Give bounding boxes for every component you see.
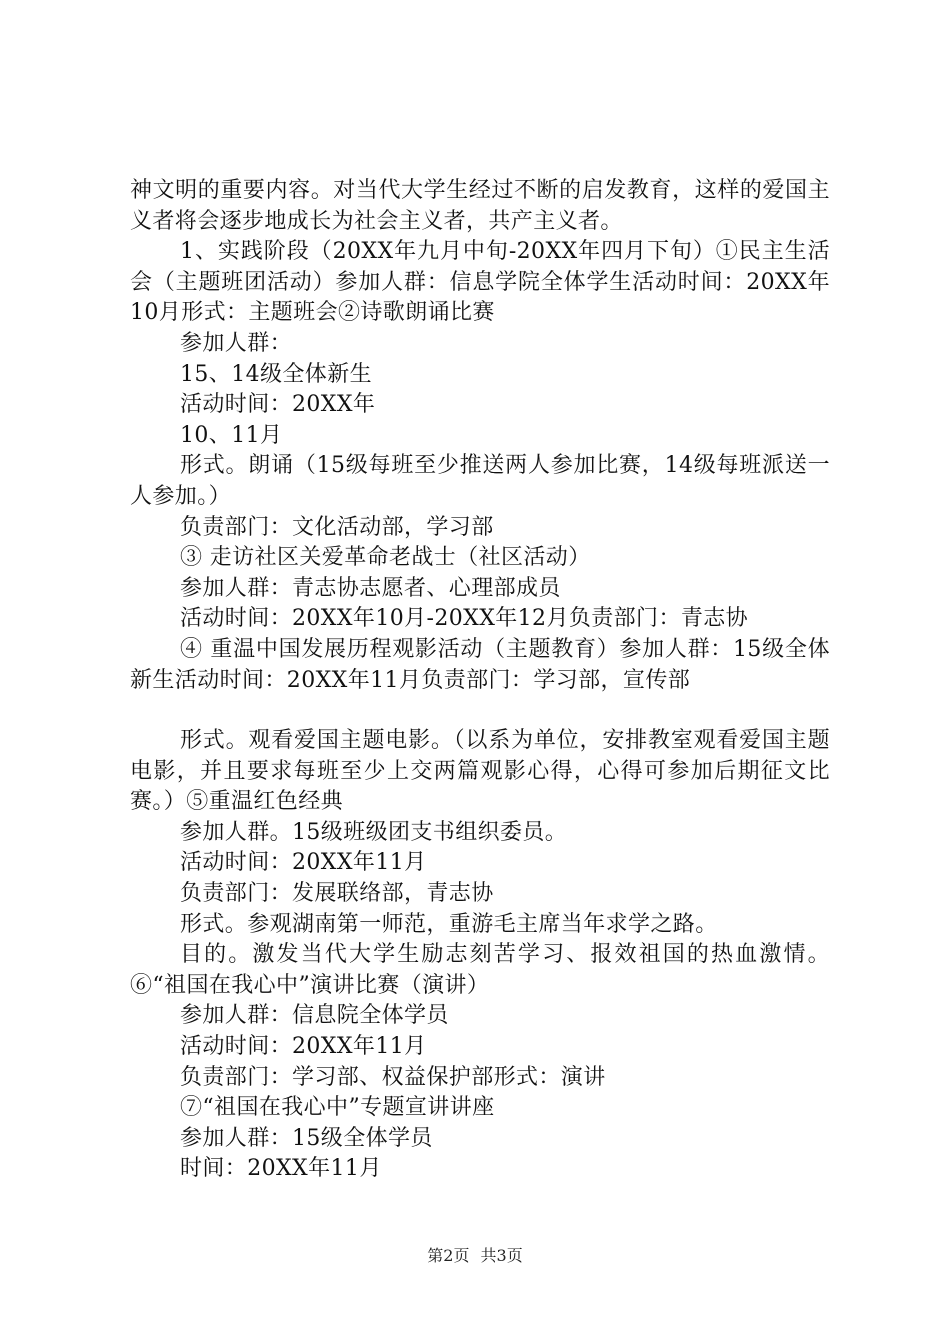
document-body (130, 176, 830, 1185)
paragraph: 负责部门：文化活动部，学习部 (180, 514, 494, 540)
paragraph: 形式。参观湖南第一师范，重游毛主席当年求学之路。 (180, 911, 718, 937)
paragraph: 10、11月 (180, 422, 283, 448)
paragraph: ③ 走访社区关爱革命老战士（社区活动） (180, 545, 591, 571)
paragraph: 负责部门：发展联络部，青志协 (180, 881, 494, 907)
paragraph: 参加人群：青志协志愿者、心理部成员 (180, 575, 561, 601)
paragraph: 1、实践阶段（20XX年九月中旬-20XX年四月下旬）①民主生活会（主题班团活动）参加人群：信息学院全体学生活动时间：20XX年10月形式：主题班会②诗歌朗诵比赛 (130, 239, 830, 326)
paragraph: 目的。激发当代大学生励志刻苦学习、报效祖国的热血激情。⑥“祖国在我心中”演讲比赛（演讲） (130, 942, 830, 998)
paragraph: 15、14级全体新生 (180, 361, 372, 387)
paragraph: 形式。观看爱国主题电影。（以系为单位，安排教室观看爱国主题电影，并且要求每班至少上交两篇观影心得，心得可参加后期征文比赛。）⑤重温红色经典 (130, 728, 830, 815)
paragraph: 活动时间：20XX年10月-20XX年12月负责部门：青志协 (180, 606, 749, 632)
paragraph: 活动时间：20XX年11月 (180, 850, 427, 876)
paragraph: 形式。朗诵（15级每班至少推送两人参加比赛，14级每班派送一人参加。） (130, 453, 830, 509)
page-number: 第2页 (427, 1246, 470, 1265)
paragraph: ④ 重温中国发展历程观影活动（主题教育）参加人群：15级全体新生活动时间：20XX年11月负责部门：学习部，宣传部 (130, 636, 830, 693)
paragraph: 参加人群：信息院全体学员 (180, 1003, 449, 1029)
paragraph-gap (130, 696, 830, 726)
paragraph: 参加人群：15级全体学员 (180, 1125, 433, 1151)
paragraph: 参加人群： (180, 330, 293, 356)
paragraph: 活动时间：20XX年11月 (180, 1034, 427, 1060)
paragraph: ⑦“祖国在我心中”专题宣讲讲座 (180, 1095, 495, 1121)
paragraph: 神文明的重要内容。对当代大学生经过不断的启发教育，这样的爱国主义者将会逐步地成长为社会主义者，共产主义者。 (130, 178, 830, 234)
paragraph: 负责部门：学习部、权益保护部形式：演讲 (180, 1064, 606, 1090)
paragraph: 参加人群。15级班级团支书组织委员。 (180, 819, 568, 845)
paragraph: 活动时间：20XX年 (180, 392, 376, 418)
page-footer (0, 1243, 950, 1266)
page-total: 共3页 (480, 1246, 523, 1265)
paragraph: 时间：20XX年11月 (180, 1156, 382, 1182)
